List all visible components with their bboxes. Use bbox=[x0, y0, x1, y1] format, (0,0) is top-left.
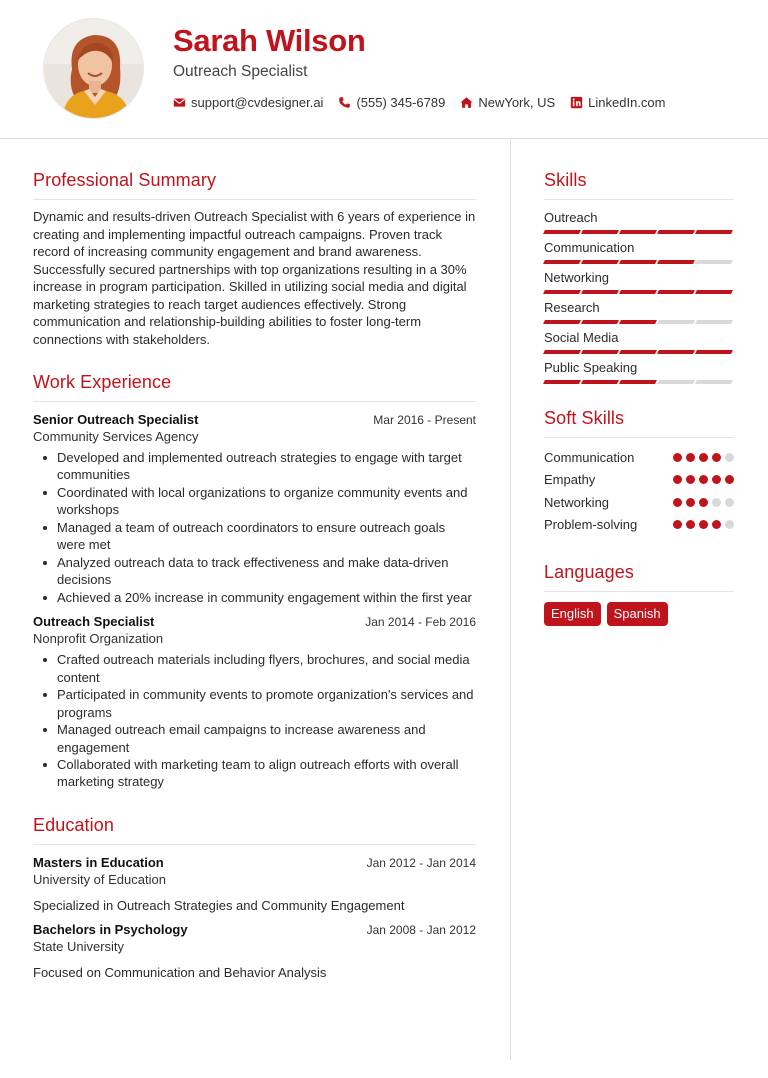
linkedin-icon bbox=[570, 96, 583, 109]
contact-phone[interactable] bbox=[338, 95, 445, 110]
main-column bbox=[33, 170, 476, 980]
rating-dot bbox=[699, 453, 708, 462]
profile-photo bbox=[43, 18, 144, 119]
skill-bar-segment bbox=[581, 260, 618, 264]
education-degree: Bachelors in Psychology bbox=[33, 921, 188, 937]
soft-skills-title: Soft Skills bbox=[544, 408, 734, 438]
skill-bar-segment bbox=[543, 350, 580, 354]
soft-skills-section bbox=[544, 408, 734, 536]
soft-skills-list bbox=[544, 446, 734, 536]
skill-bar-segment bbox=[657, 290, 694, 294]
education-school: University of Education bbox=[33, 871, 166, 887]
rating-dot bbox=[686, 475, 695, 484]
skill-bar-segment bbox=[695, 290, 732, 294]
skill-level-bar bbox=[544, 260, 734, 264]
soft-skill-label: Networking bbox=[544, 494, 610, 510]
skill-label: Networking bbox=[544, 270, 610, 285]
education-title: Education bbox=[33, 815, 476, 845]
job-bullet: Managed outreach email campaigns to increase awareness and engagement bbox=[33, 721, 476, 756]
language-list bbox=[544, 602, 734, 626]
education-school: State University bbox=[33, 938, 125, 954]
soft-skill-label: Empathy bbox=[544, 472, 596, 488]
contact-email[interactable] bbox=[173, 95, 323, 110]
skill-bar-segment bbox=[657, 260, 694, 264]
skill-bar-segment bbox=[619, 260, 656, 264]
skill-label: Social Media bbox=[544, 330, 619, 345]
summary-text: Dynamic and results-driven Outreach Specialist with 6 years of experience in creating and implementing impactful outreach campaigns. Proven track record of increasing community engagement and brand awareness. Successfully secured partnerships with top organizations resulting in a 30% increase in program participation. Skilled in utilizing social media and digital marketing strategies to reach target audiences effectively. Strong communication and relationship-building abilities to foster long-term connections with stakeholders. bbox=[33, 209, 476, 347]
education-desc: Focused on Communication and Behavior Analysis bbox=[33, 964, 327, 980]
job-bullets bbox=[33, 449, 476, 606]
rating-dot bbox=[673, 475, 682, 484]
job-bullet: Managed a team of outreach coordinators to ensure outreach goals were met bbox=[33, 519, 476, 554]
skill-bar-segment bbox=[695, 260, 732, 264]
skills-list bbox=[544, 210, 734, 384]
soft-skill-label: Problem-solving bbox=[544, 517, 638, 533]
rating-dot bbox=[699, 498, 708, 507]
resume-header bbox=[0, 0, 768, 139]
rating-dot bbox=[673, 498, 682, 507]
education-section bbox=[33, 815, 476, 980]
language-tag: English bbox=[544, 602, 601, 626]
soft-skill-rating bbox=[673, 475, 734, 484]
contact-linkedin[interactable] bbox=[570, 95, 665, 110]
skill-bar-segment bbox=[619, 230, 656, 234]
soft-skill-label: Communication bbox=[544, 449, 635, 465]
soft-skill-item bbox=[544, 514, 734, 537]
skill-item bbox=[544, 300, 734, 324]
column-divider bbox=[510, 139, 511, 1060]
languages-title: Languages bbox=[544, 562, 734, 592]
skill-bar-segment bbox=[695, 230, 732, 234]
skill-level-bar bbox=[544, 350, 734, 354]
phone-icon bbox=[338, 96, 351, 109]
candidate-name: Sarah Wilson bbox=[173, 23, 366, 58]
education-date: Jan 2012 - Jan 2014 bbox=[366, 855, 476, 870]
rating-dot bbox=[673, 453, 682, 462]
skill-bar-segment bbox=[619, 320, 656, 324]
soft-skill-item bbox=[544, 491, 734, 514]
skill-label: Communication bbox=[544, 240, 635, 255]
contact-email-text: support@cvdesigner.ai bbox=[191, 95, 324, 110]
skill-bar-segment bbox=[543, 290, 580, 294]
contact-location-text: NewYork, US bbox=[478, 95, 556, 110]
job-bullet: Crafted outreach materials including flyers, brochures, and social media content bbox=[33, 651, 476, 686]
education-entry bbox=[33, 855, 476, 913]
contact-location bbox=[460, 95, 555, 110]
soft-skill-rating bbox=[673, 453, 734, 462]
skill-level-bar bbox=[544, 290, 734, 294]
rating-dot bbox=[699, 475, 708, 484]
job-title: Outreach Specialist bbox=[33, 614, 155, 630]
education-degree: Masters in Education bbox=[33, 854, 164, 870]
language-tag: Spanish bbox=[607, 602, 668, 626]
rating-dot bbox=[686, 520, 695, 529]
contact-linkedin-text: LinkedIn.com bbox=[588, 95, 666, 110]
contact-list bbox=[173, 95, 681, 110]
summary-title: Professional Summary bbox=[33, 170, 476, 200]
skill-item bbox=[544, 330, 734, 354]
skill-bar-segment bbox=[581, 290, 618, 294]
job-org: Community Services Agency bbox=[33, 429, 199, 444]
skill-bar-segment bbox=[619, 380, 656, 384]
education-desc: Specialized in Outreach Strategies and Community Engagement bbox=[33, 897, 405, 913]
rating-dot bbox=[712, 475, 721, 484]
skill-bar-segment bbox=[657, 320, 694, 324]
skill-bar-segment bbox=[543, 260, 580, 264]
soft-skill-rating bbox=[673, 498, 734, 507]
job-entry bbox=[33, 412, 476, 606]
skills-section bbox=[544, 170, 734, 384]
side-column bbox=[544, 170, 734, 626]
rating-dot bbox=[686, 498, 695, 507]
job-bullet: Collaborated with marketing team to align outreach efforts with overall marketing strategy bbox=[33, 756, 476, 791]
skill-bar-segment bbox=[657, 380, 694, 384]
skill-level-bar bbox=[544, 230, 734, 234]
contact-phone-text: (555) 345-6789 bbox=[356, 95, 446, 110]
skill-item bbox=[544, 210, 734, 234]
job-org: Nonprofit Organization bbox=[33, 631, 164, 647]
skill-item bbox=[544, 360, 734, 384]
skill-bar-segment bbox=[581, 320, 618, 324]
skill-bar-segment bbox=[581, 350, 618, 354]
rating-dot bbox=[725, 453, 734, 462]
job-entry bbox=[33, 614, 476, 791]
skill-label: Outreach bbox=[544, 210, 598, 225]
skill-bar-segment bbox=[543, 380, 580, 384]
rating-dot bbox=[673, 520, 682, 529]
rating-dot bbox=[725, 498, 734, 507]
skill-bar-segment bbox=[581, 380, 618, 384]
rating-dot bbox=[686, 453, 695, 462]
rating-dot bbox=[712, 520, 721, 529]
skills-title: Skills bbox=[544, 170, 734, 200]
soft-skill-item bbox=[544, 446, 734, 469]
envelope-icon bbox=[173, 96, 186, 109]
job-date: Jan 2014 - Feb 2016 bbox=[365, 615, 476, 630]
profile-photo-illustration bbox=[44, 19, 144, 119]
education-entry bbox=[33, 922, 476, 980]
skill-label: Research bbox=[544, 300, 600, 315]
rating-dot bbox=[725, 475, 734, 484]
education-date: Jan 2008 - Jan 2012 bbox=[366, 922, 476, 937]
candidate-role: Outreach Specialist bbox=[173, 63, 308, 80]
soft-skill-rating bbox=[673, 520, 734, 529]
job-bullet: Achieved a 20% increase in community engagement within the first year bbox=[33, 589, 476, 606]
job-bullet: Analyzed outreach data to track effectiveness and make data-driven decisions bbox=[33, 554, 476, 589]
skill-bar-segment bbox=[695, 350, 732, 354]
rating-dot bbox=[699, 520, 708, 529]
languages-section bbox=[544, 562, 734, 626]
skill-bar-segment bbox=[695, 380, 732, 384]
skill-bar-segment bbox=[657, 350, 694, 354]
skill-level-bar bbox=[544, 320, 734, 324]
experience-title: Work Experience bbox=[33, 372, 476, 402]
rating-dot bbox=[725, 520, 734, 529]
skill-item bbox=[544, 240, 734, 264]
skill-item bbox=[544, 270, 734, 294]
skill-label: Public Speaking bbox=[544, 360, 638, 375]
job-bullet: Participated in community events to promote organization's services and programs bbox=[33, 686, 476, 721]
skill-bar-segment bbox=[543, 320, 580, 324]
job-title: Senior Outreach Specialist bbox=[33, 412, 199, 427]
skill-bar-segment bbox=[619, 290, 656, 294]
job-date: Mar 2016 - Present bbox=[373, 413, 476, 427]
skill-bar-segment bbox=[619, 350, 656, 354]
job-bullet: Developed and implemented outreach strategies to engage with target communities bbox=[33, 449, 476, 484]
rating-dot bbox=[712, 453, 721, 462]
soft-skill-item bbox=[544, 469, 734, 492]
skill-bar-segment bbox=[581, 230, 618, 234]
skill-bar-segment bbox=[543, 230, 580, 234]
skill-bar-segment bbox=[695, 320, 732, 324]
job-bullets bbox=[33, 651, 476, 791]
experience-section bbox=[33, 372, 476, 791]
summary-section bbox=[33, 170, 476, 348]
home-icon bbox=[460, 96, 473, 109]
skill-level-bar bbox=[544, 380, 734, 384]
rating-dot bbox=[712, 498, 721, 507]
skill-bar-segment bbox=[657, 230, 694, 234]
job-bullet: Coordinated with local organizations to organize community events and workshops bbox=[33, 484, 476, 519]
